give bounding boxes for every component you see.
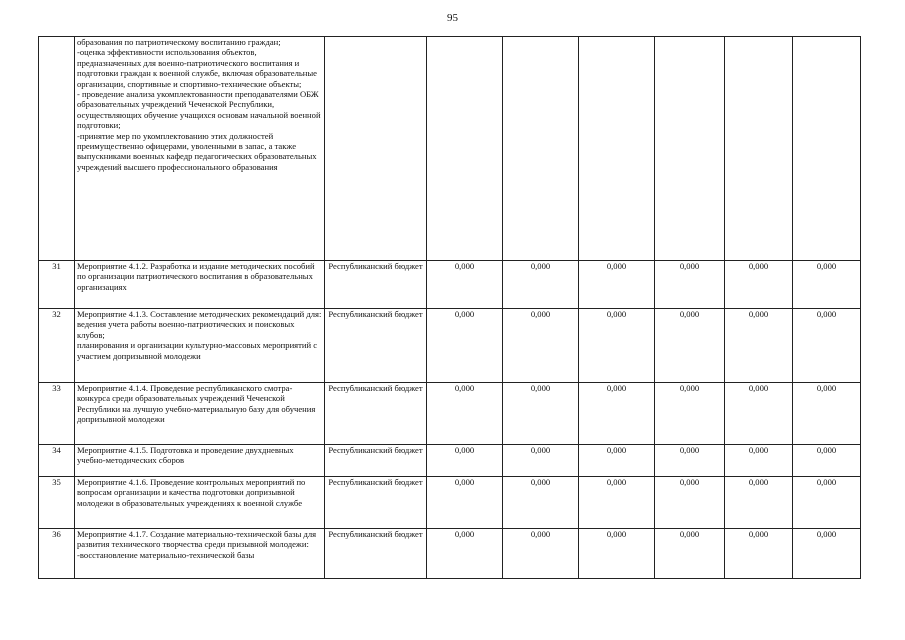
value-cell: 0,000 [655, 529, 725, 579]
measure-description: образования по патриотическому воспитанию граждан; -оценка эффективности использования объектов, предназначенных для военно-патриотического воспитания и подготовки граждан к военной службе, включая образовательные организации, спортивные и спортивно-технические объекты; - проведение анализа укомплектованности преподавателями ОБЖ образовательных учреждений Чеченской Республики, осуществляющих обучение учащихся основам начальной военной подготовки; -принятие мер по укомплектованию этих должностей преимущественно офицерами, уволенными в запас, а также выпускниками военных кафедр педагогических образовательных учреждений высшего профессионального образования [75, 37, 325, 261]
measure-description: Мероприятие 4.1.7. Создание материально-технической базы для развития технического творчества среди призывной молодежи: -восстановление материально-технической базы [75, 529, 325, 579]
table-row [39, 309, 861, 383]
value-cell: 0,000 [793, 445, 861, 477]
value-cell: 0,000 [579, 529, 655, 579]
value-cell: 0,000 [725, 383, 793, 445]
value-cell: 0,000 [503, 383, 579, 445]
funding-source: Республиканский бюджет [325, 383, 427, 445]
measure-description: Мероприятие 4.1.4. Проведение республиканского смотра-конкурса среди образовательных учреждений Чеченской Республики на лучшую учебно-материальную базу для обучения допризывной молодежи [75, 383, 325, 445]
table-row [39, 261, 861, 309]
value-cell: 0,000 [655, 477, 725, 529]
value-cell: 0,000 [503, 477, 579, 529]
value-cell: 0,000 [725, 529, 793, 579]
table-row [39, 383, 861, 445]
value-cell: 0,000 [427, 529, 503, 579]
value-cell: 0,000 [579, 309, 655, 383]
value-cell [503, 37, 579, 261]
measure-description: Мероприятие 4.1.2. Разработка и издание методических пособий по организации патриотического воспитания в образовательных организациях [75, 261, 325, 309]
value-cell: 0,000 [427, 261, 503, 309]
value-cell: 0,000 [725, 477, 793, 529]
value-cell [793, 37, 861, 261]
value-cell [655, 37, 725, 261]
row-number: 33 [39, 383, 75, 445]
value-cell: 0,000 [579, 445, 655, 477]
funding-source: Республиканский бюджет [325, 477, 427, 529]
value-cell: 0,000 [793, 383, 861, 445]
value-cell: 0,000 [427, 309, 503, 383]
value-cell: 0,000 [503, 309, 579, 383]
value-cell: 0,000 [793, 529, 861, 579]
funding-source: Республиканский бюджет [325, 309, 427, 383]
value-cell: 0,000 [725, 445, 793, 477]
value-cell: 0,000 [793, 477, 861, 529]
value-cell: 0,000 [793, 309, 861, 383]
table-row [39, 529, 861, 579]
value-cell: 0,000 [503, 261, 579, 309]
measure-description: Мероприятие 4.1.6. Проведение контрольных мероприятий по вопросам организации и качества подготовки допризывной молодежи в образовательных учреждениях к военной службе [75, 477, 325, 529]
value-cell: 0,000 [725, 309, 793, 383]
value-cell: 0,000 [579, 477, 655, 529]
row-number: 34 [39, 445, 75, 477]
value-cell: 0,000 [427, 477, 503, 529]
value-cell: 0,000 [655, 383, 725, 445]
row-number: 32 [39, 309, 75, 383]
value-cell: 0,000 [427, 445, 503, 477]
value-cell: 0,000 [793, 261, 861, 309]
funding-source: Республиканский бюджет [325, 445, 427, 477]
value-cell [725, 37, 793, 261]
value-cell: 0,000 [655, 445, 725, 477]
value-cell: 0,000 [503, 445, 579, 477]
value-cell: 0,000 [655, 309, 725, 383]
measure-description: Мероприятие 4.1.3. Составление методических рекомендаций для: ведения учета работы военно-патриотических и поисковых клубов; планирования и организации культурно-массовых мероприятий с участием допризывной молодежи [75, 309, 325, 383]
value-cell [579, 37, 655, 261]
page-number: 95 [447, 12, 458, 24]
value-cell: 0,000 [655, 261, 725, 309]
funding-source [325, 37, 427, 261]
value-cell: 0,000 [503, 529, 579, 579]
measure-description: Мероприятие 4.1.5. Подготовка и проведение двухдневных учебно-методических сборов [75, 445, 325, 477]
value-cell: 0,000 [725, 261, 793, 309]
budget-table [38, 36, 861, 579]
value-cell: 0,000 [427, 383, 503, 445]
value-cell: 0,000 [579, 261, 655, 309]
row-number: 36 [39, 529, 75, 579]
row-number [39, 37, 75, 261]
value-cell: 0,000 [579, 383, 655, 445]
table-row [39, 477, 861, 529]
funding-source: Республиканский бюджет [325, 529, 427, 579]
row-number: 31 [39, 261, 75, 309]
table-row [39, 445, 861, 477]
value-cell [427, 37, 503, 261]
row-number: 35 [39, 477, 75, 529]
table-row [39, 37, 861, 261]
funding-source: Республиканский бюджет [325, 261, 427, 309]
